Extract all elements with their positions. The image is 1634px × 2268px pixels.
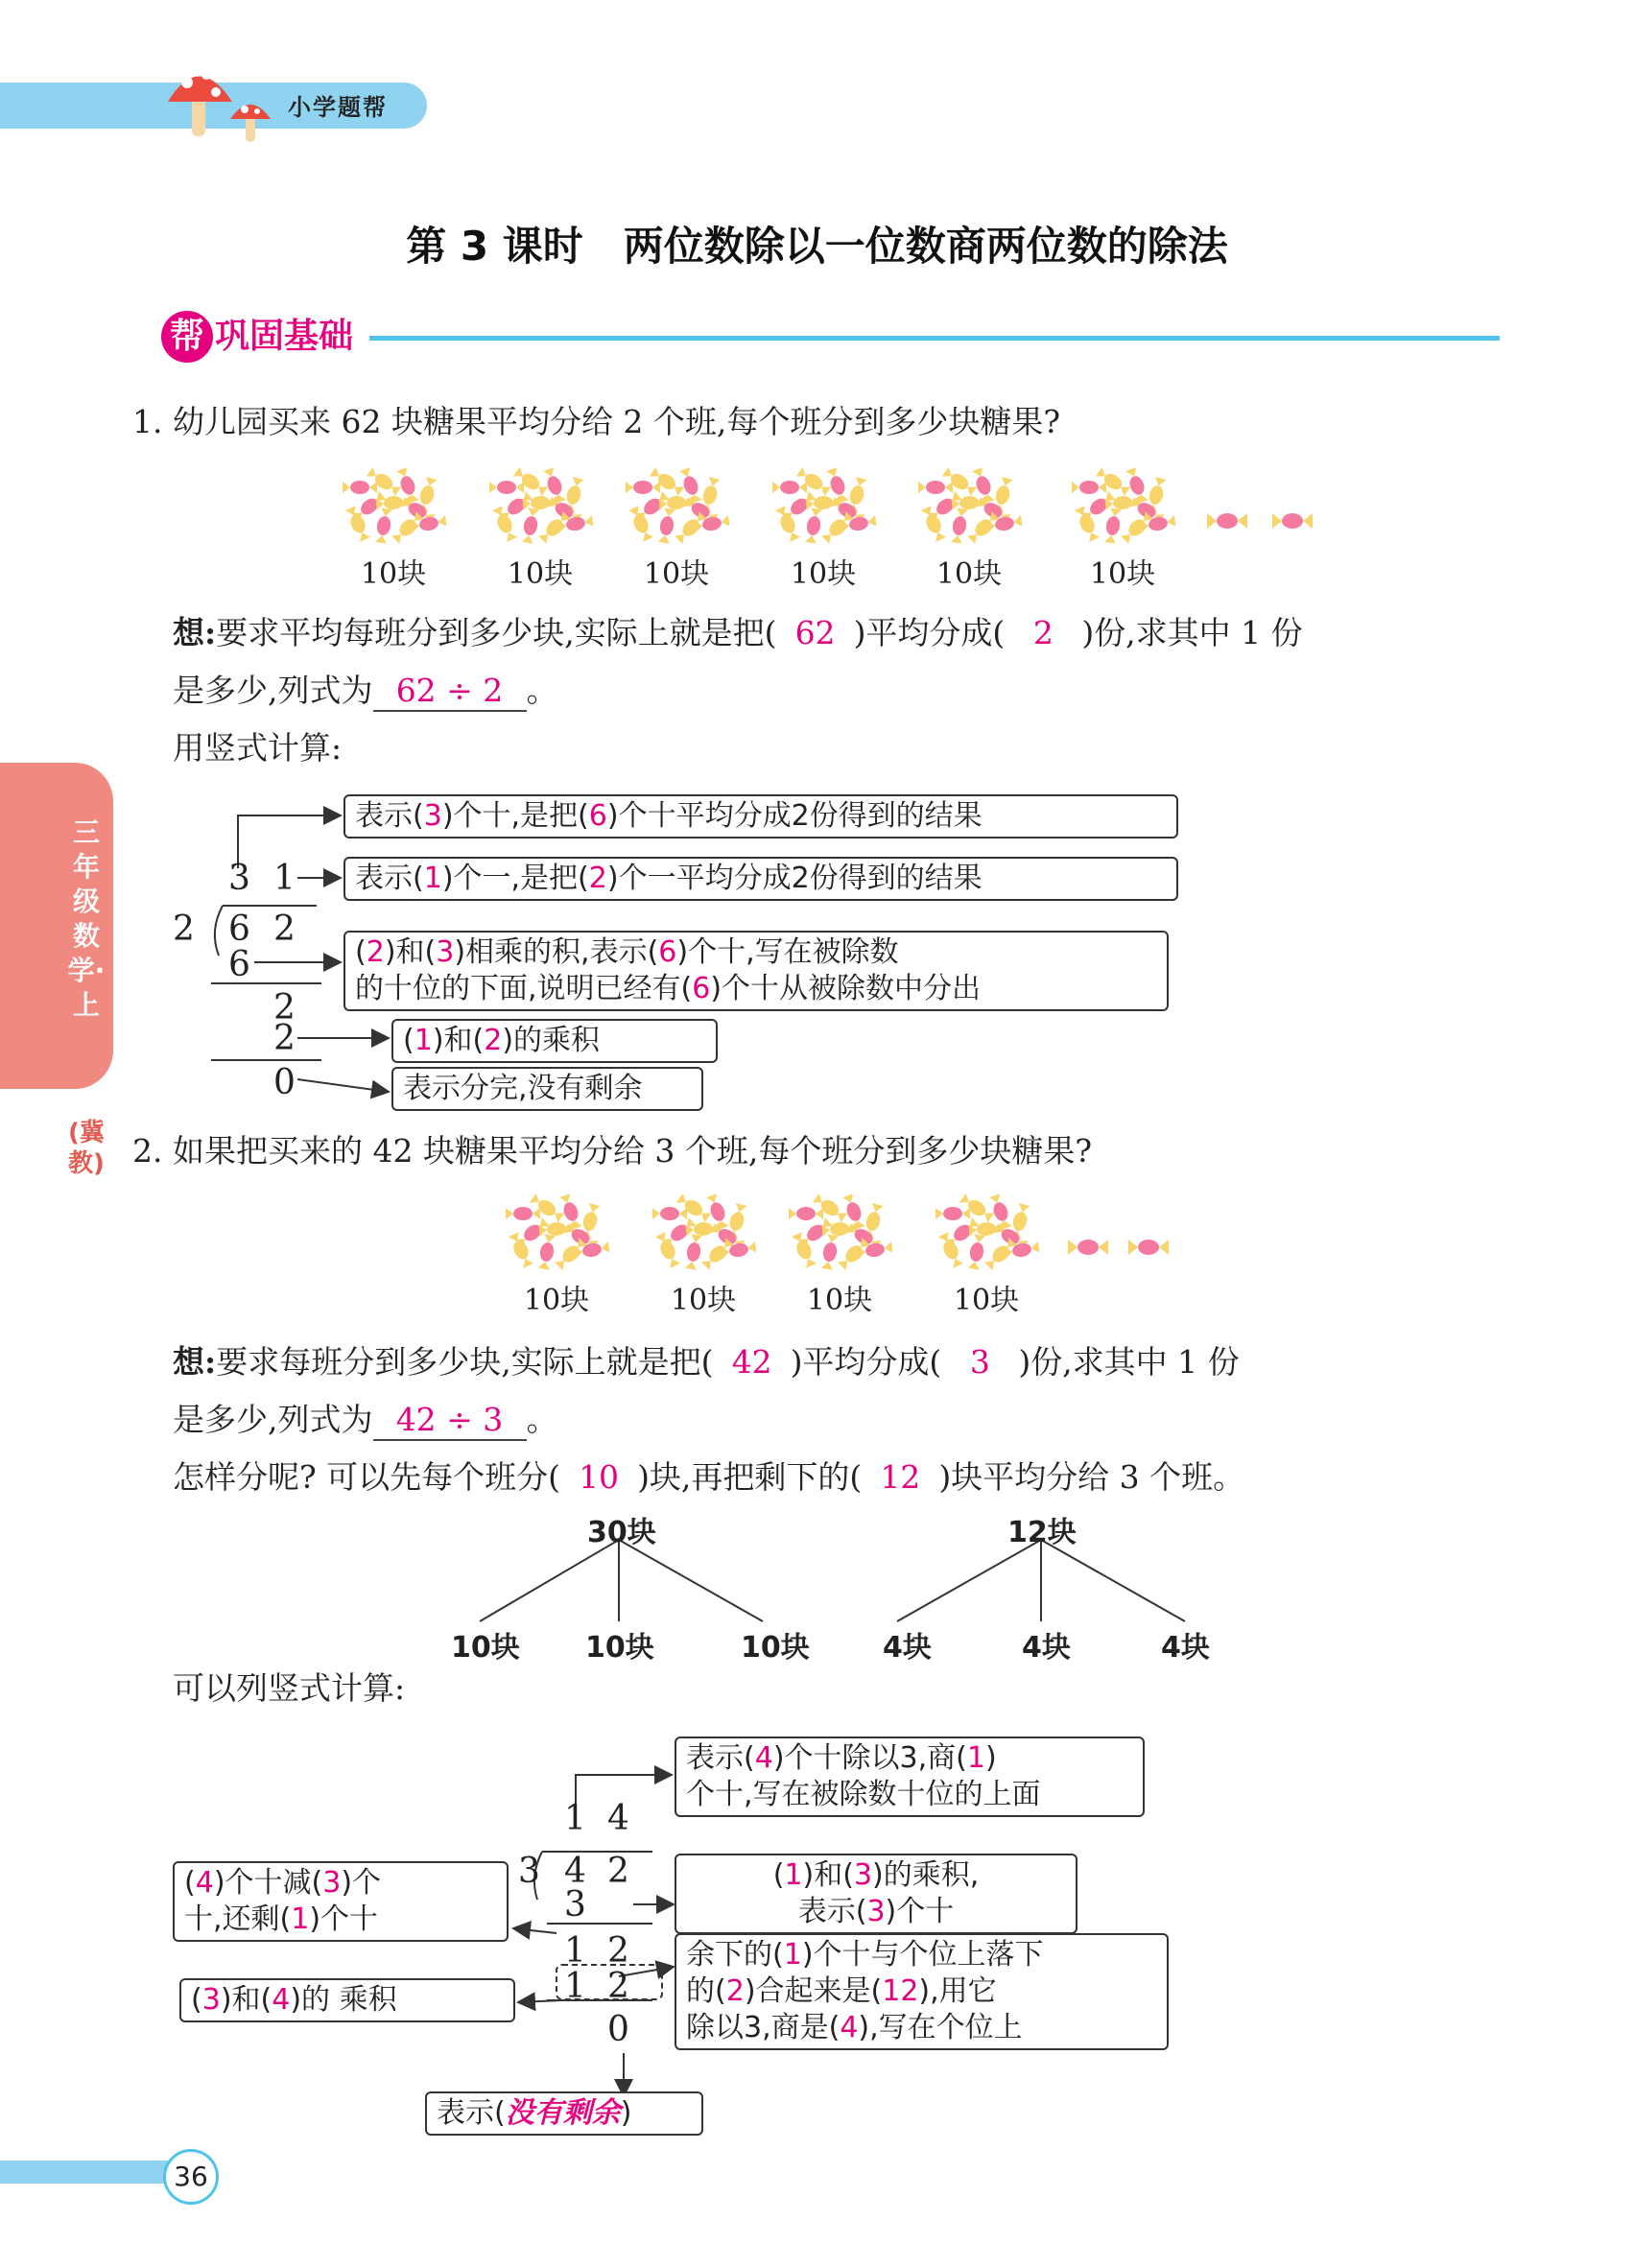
q1-b3-d: )个十,写在被除数 [676, 935, 899, 969]
q2-text: 2. 如果把买来的 42 块糖果平均分给 3 个班,每个班分到多少块糖果? [132, 1132, 1093, 1169]
q2-explain-box-2 [173, 1861, 509, 1942]
side-grade-label: 三年级数学·上 [67, 816, 106, 1021]
q1-b2-b: )个一,是把( [441, 862, 589, 895]
q2-b3-b: )和( [802, 1858, 854, 1892]
q2-tree1-leaf: 10块 [451, 1631, 520, 1665]
q2-dividend-ones: 2 [607, 1852, 629, 1891]
q2-how-c: )块平均分给 3 个班。 [938, 1458, 1245, 1496]
q2-think-d: )份,求其中 1 份 [1018, 1343, 1240, 1381]
q2-b4-v3: 12 [882, 1974, 919, 2008]
q2-remainder-1-tens: 1 [564, 1931, 586, 1971]
q2-b1-d: 个十,写在被除数十位的上面 [686, 1778, 1041, 1811]
q2-tree1-leaf: 10块 [585, 1631, 654, 1665]
q1-b1-a: 表示( [355, 799, 424, 833]
q1-b1-v2: 6 [588, 799, 607, 833]
q1-remainder-1: 2 [273, 988, 296, 1028]
q2-b4-f: 除以3,商是( [686, 2011, 841, 2044]
q2-b2-d: 十,还剩( [184, 1902, 292, 1936]
q2-b2-e: )个十 [309, 1902, 379, 1936]
q1-explain-box-2 [343, 857, 1178, 901]
candy-bundle-label: 10块 [935, 557, 1003, 591]
q1-b4-v2: 2 [484, 1024, 503, 1057]
candy-bundle-label: 10块 [1089, 557, 1156, 591]
candy-bundle-label: 10块 [806, 1284, 873, 1317]
section-badge: 帮 [161, 311, 213, 363]
q2-tree1-root: 30块 [587, 1516, 656, 1549]
q2-product-2-tens: 1 [564, 1967, 586, 2006]
q2-b5-b: )和( [220, 1983, 272, 2017]
q2-explain-box-3 [675, 1854, 1077, 1934]
q2-b6-v1: 没有剩余 [505, 2096, 621, 2130]
single-candy-icon [1125, 1233, 1172, 1265]
page-number: 36 [163, 2149, 219, 2205]
q1-dividend-ones: 2 [273, 910, 296, 949]
q1-dividend-tens: 6 [228, 910, 250, 949]
q1-b4-a: ( [403, 1024, 414, 1057]
q2-b2-v3: 1 [291, 1902, 310, 1936]
q1-b2-a: 表示( [355, 862, 424, 895]
q2-quotient-ones: 4 [607, 1799, 629, 1838]
q2-b6-a: 表示( [437, 2096, 506, 2130]
q2-answer-remaining: 12 [880, 1458, 921, 1496]
q1-b2-v2: 2 [588, 862, 607, 895]
q1-b3-b: )和( [384, 935, 437, 969]
q1-line2-b: 。 [526, 672, 558, 709]
q2-remainder-1-ones: 2 [607, 1931, 629, 1971]
q2-b5-c: )的 乘积 [290, 1983, 397, 2017]
q2-b4-g: ),写在个位上 [858, 2011, 1023, 2044]
q2-tree2-root: 12块 [1007, 1516, 1077, 1549]
q2-b3-v3: 3 [866, 1895, 886, 1928]
q1-think-label: 想: [173, 614, 217, 651]
q2-b4-a: 余下的( [686, 1938, 784, 1972]
q1-b4-c: )的乘积 [502, 1024, 601, 1057]
brand-label: 小学题帮 [288, 94, 388, 121]
candy-bundle-label: 10块 [507, 557, 574, 591]
q1-b3-f: )个十从被除数中分出 [710, 972, 982, 1005]
q1-explain-box-3 [343, 931, 1169, 1011]
q2-how-line [173, 1458, 1535, 1497]
q2-split-trees [422, 1540, 1247, 1655]
q2-answer-expression: 42 ÷ 3 [373, 1401, 527, 1441]
q2-b2-b: )个十减( [213, 1866, 323, 1900]
q1-explain-box-4 [391, 1019, 718, 1063]
q1-answer-dividend: 62 [794, 614, 836, 651]
q2-dividend-tens: 4 [564, 1852, 586, 1891]
q2-b1-c: ) [984, 1741, 997, 1775]
candy-bundle-icon [651, 1194, 756, 1275]
q1-product-1: 6 [228, 945, 250, 984]
q1-b3-v3: 6 [658, 935, 677, 969]
side-edition-label: (冀教) [68, 1119, 105, 1178]
q1-think-c: )平均分成( [853, 614, 1006, 651]
q2-b3-e: )个十 [885, 1895, 955, 1928]
q2-think-line1 [173, 1343, 1516, 1382]
q2-think-b: 要求每班分到多少块,实际上就是把( [216, 1343, 714, 1381]
q2-think-label: 想: [173, 1343, 217, 1381]
q2-product-2-ones: 2 [607, 1967, 629, 2006]
q1-b1-v1: 3 [423, 799, 442, 833]
candy-bundle-label: 10块 [953, 1284, 1020, 1317]
q1-line2-a: 是多少,列式为 [173, 672, 373, 709]
q2-b1-a: 表示( [686, 1741, 755, 1775]
q2-b4-d: )合起来是( [744, 1974, 883, 2008]
q1-text: 1. 幼儿园买来 62 块糖果平均分给 2 个班,每个班分到多少块糖果? [132, 403, 1061, 440]
q2-think-c: )平均分成( [790, 1343, 942, 1381]
q1-b3-e: 的十位的下面,说明已经有( [355, 972, 693, 1005]
q1-think-b: 要求平均每班分到多少块,实际上就是把( [216, 614, 777, 651]
q2-b2-v2: 3 [322, 1866, 342, 1900]
q1-b4-b: )和( [432, 1024, 485, 1057]
q2-b4-e: ),用它 [918, 1974, 997, 2008]
candy-bundle-label: 10块 [360, 557, 427, 591]
q2-product-1: 3 [564, 1885, 586, 1925]
q2-b3-c: )的乘积, [872, 1858, 980, 1892]
q1-explain-box-5: 表示分完,没有剩余 [391, 1067, 703, 1111]
candy-bundle-icon [787, 1194, 892, 1275]
q1-b1-c: )个十平均分成2份得到的结果 [606, 799, 983, 833]
q1-vertical-label: 用竖式计算: [173, 729, 343, 767]
q1-b2-v1: 1 [423, 862, 442, 895]
section-label-text: 巩固基础 [215, 317, 354, 356]
q2-divisor: 3 [518, 1852, 540, 1891]
q2-b2-c: )个 [341, 1866, 382, 1900]
q1-b3-v2: 3 [436, 935, 455, 969]
q2-line2-a: 是多少,列式为 [173, 1401, 373, 1438]
q2-b3-a: ( [772, 1858, 785, 1892]
q1-quotient-ones: 1 [273, 859, 296, 898]
q2-remainder-2: 0 [607, 2010, 629, 2049]
q1-answer-expression: 62 ÷ 2 [373, 672, 527, 712]
candy-bundle-label: 10块 [643, 557, 710, 591]
q2-b5-v2: 4 [272, 1983, 291, 2017]
q1-answer-parts: 2 [1032, 614, 1054, 651]
q1-b3-c: )相乘的积,表示( [454, 935, 659, 969]
q2-b4-v2: 2 [725, 1974, 745, 2008]
q2-how-b: )块,再把剩下的( [637, 1458, 863, 1496]
q2-quotient-tens: 1 [564, 1799, 586, 1838]
q2-vertical-label: 可以列竖式计算: [173, 1669, 406, 1707]
q1-b2-c: )个一平均分成2份得到的结果 [606, 862, 983, 895]
q2-b5-a: ( [191, 1983, 202, 2017]
q2-b4-v4: 4 [840, 2011, 859, 2044]
candy-bundle-label: 10块 [670, 1284, 737, 1317]
q2-explain-box-6 [425, 2091, 703, 2136]
q2-b1-v1: 4 [754, 1741, 773, 1775]
q2-answer-parts: 3 [969, 1343, 990, 1381]
q2-b2-a: ( [184, 1866, 196, 1900]
candy-bundle-icon [504, 1194, 609, 1275]
q1-b3-v4: 6 [692, 972, 711, 1005]
candy-bundle-label: 10块 [790, 557, 857, 591]
q2-explain-box-5 [179, 1978, 515, 2022]
q1-b3-a: ( [355, 935, 367, 969]
q2-b6-b: ) [620, 2096, 632, 2130]
q2-explain-box-1 [675, 1736, 1145, 1817]
q1-quotient-tens: 3 [228, 859, 250, 898]
q2-answer-dividend: 42 [731, 1343, 772, 1381]
q2-answer-first: 10 [579, 1458, 620, 1496]
q2-tree1-leaf: 10块 [741, 1631, 810, 1665]
q2-b5-v1: 3 [201, 1983, 221, 2017]
single-candy-icon [1065, 1233, 1111, 1265]
q2-b3-d: 表示( [797, 1895, 867, 1928]
q2-b1-v2: 1 [966, 1741, 985, 1775]
q1-remainder-2: 0 [273, 1063, 296, 1102]
q1-think-d: )份,求其中 1 份 [1081, 614, 1303, 651]
q2-b4-c: 的( [686, 1974, 726, 2008]
q1-b4-v1: 1 [414, 1024, 433, 1057]
candy-bundle-icon [934, 1194, 1039, 1275]
q2-b3-v1: 1 [784, 1858, 803, 1892]
q2-how-a: 怎样分呢? 可以先每个班分( [173, 1458, 561, 1496]
q2-b4-v1: 1 [783, 1938, 802, 1972]
candy-bundle-label: 10块 [523, 1284, 590, 1317]
q2-tree2-leaf: 4块 [1022, 1631, 1071, 1665]
q1-product-2: 2 [273, 1019, 296, 1058]
q2-line2-b: 。 [526, 1401, 558, 1438]
q2-b4-b: )个十与个位上落下 [801, 1938, 1044, 1972]
q2-b1-b: )个十除以3,商( [772, 1741, 967, 1775]
q2-explain-box-4 [675, 1933, 1169, 2050]
q1-explain-box-1 [343, 794, 1178, 839]
q2-candy-row [504, 1194, 1195, 1319]
q1-divisor: 2 [173, 910, 195, 949]
q2-think-line2 [173, 1401, 558, 1441]
q2-tree2-leaf: 4块 [883, 1631, 932, 1665]
q2-tree2-leaf: 4块 [1161, 1631, 1210, 1665]
q2-b3-v2: 3 [853, 1858, 873, 1892]
page-title: 第 3 课时 两位数除以一位数商两位数的除法 [406, 223, 1228, 270]
q2-b2-v1: 4 [195, 1866, 214, 1900]
q1-b3-v1: 2 [366, 935, 385, 969]
q1-b1-b: )个十,是把( [441, 799, 589, 833]
